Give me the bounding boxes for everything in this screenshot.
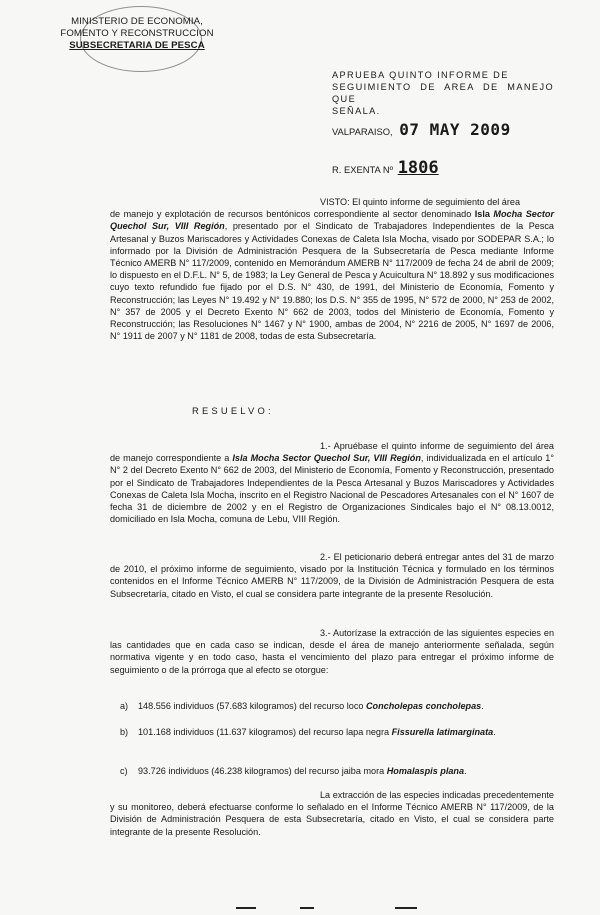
item-species: Homalaspis plana [386,766,465,776]
title-line-1: APRUEBA QUINTO INFORME DE [332,70,509,80]
letterhead-ministry-2: FOMENTO Y RECONSTRUCCION [60,28,214,39]
exenta-number: 1806 [397,158,439,178]
article-1-text-a: 1.- Apruébase el quinto informe de seguimiento del área de manejo correspondiente a [110,441,554,464]
title-line-3: SEÑALA. [332,106,381,116]
exenta-label: R. EXENTA Nº [332,164,394,175]
visto-bold-1: Isla [474,209,490,220]
item-text: 93.726 individuos (46.238 kilogramos) del recurso jaiba mora [138,766,387,776]
item-species: Fissurella latimarginata [391,727,494,737]
item-label: a) [120,701,129,711]
item-end: . [493,727,496,737]
letterhead-subsecretaria: SUBSECRETARIA DE PESCA [69,40,205,51]
item-text: 101.168 individuos (11.637 kilogramos) del recurso lapa negra [138,727,392,737]
visto-text-2: , presentado por el Sindicato de Trabajadores Independientes de la Pesca Artesanal y Buzos Mariscadores y Actividades Conexas de Caleta Isla Mocha, visado por SODEPAR S.A.; lo informado por la División de Administración Pesquera de la Subsecretaría de Pesca mediante Informe Técnico AMERB N° 117/2009, contenido en Memorándum AMERB N° 117/2009 de fecha 24 de abril de 2009; lo dispuesto en el D.F.L. N° 5, de 1983; la Ley General de Pesca y Acuicultura N° 18.892 y sus modificaciones cuyo texto refundido fue fijado por el D.S. N° 430, de 1991, del Ministerio de Economía, Fomento y Reconstrucción; las Leyes N° 19.492 y N° 19.880; los D.S. N° 355 de 1995, N° 572 de 2000, N° 253 de 2002, N° 357 de 2005 y el Decreto Exento N° 662 de 2003, todos del Ministerio de Economía, Fomento y Reconstrucción; las Resoluciones N° 1467 y N° 1900, ambas de 2004, N° 2216 de 2005, N° 1697 de 2006, N° 1911 de 2007 y N° 1181 de 2008, todas de esta Subsecretaría. [110,221,554,342]
final-paragraph [110,789,554,838]
article-3 [110,627,554,676]
visto-bold-2: Mocha Sector Quechol Sur, VIII Región [110,209,554,232]
resuelvo-heading: RESUELVO: [192,405,274,416]
dateline-city: VALPARAISO, [332,126,393,137]
final-text: La extracción de las especies indicadas precedentemente y su monitoreo, deberá efectuarse conforme lo señalado en el Informe Técnico AMERB N° 117/2009, de la División de Administración Pesquera de esta Subsecretaría, citado en Visto, el cual se considera parte integrante de la presente Resolución. [110,790,554,837]
resolution-number [332,158,439,178]
scan-mark [395,907,417,909]
dateline-date: 07 MAY 2009 [399,120,511,139]
visto-paragraph [110,196,554,342]
letterhead-ministry: MINISTERIO DE ECONOMIA, [71,16,203,27]
article-2-text: 2.- El peticionario deberá entregar antes del 31 de marzo de 2010, el próximo informe de seguimiento, visado por la Institución Técnica y formulado en los términos contenidos en el Informe Técnico AMERB N° 117/2009, de la División de Administración Pesquera de esta Subsecretaría, citado en Visto, el cual se considera parte integrante de la presente Resolución. [110,552,554,599]
scan-mark [300,907,314,909]
letterhead [52,16,222,52]
scan-mark [236,907,256,909]
item-end: . [464,766,467,776]
article-1-area: Isla Mocha Sector Quechol Sur, VIII Región [232,453,421,464]
title-line-2: SEGUIMIENTO DE AREA DE MANEJO QUE [332,82,554,104]
dateline [332,120,511,139]
species-item-b [120,726,560,754]
visto-text-1: de manejo y explotación de recursos bentónicos correspondiente al sector denominado [110,209,475,220]
resolution-title [332,69,554,117]
item-text: 148.556 individuos (57.683 kilogramos) del recurso loco [138,701,366,711]
item-label: b) [120,727,129,737]
item-end: . [481,701,484,711]
article-1-text-c: , individualizada en el artículo 1° N° 2 del Decreto Exento N° 662 de 2003, del Ministerio de Economía, Fomento y Reconstrucción, presentado por el Sindicato de Trabajadores Independientes de la Pesca Artesanal y Buzos Mariscadores y Actividades Conexas de Caleta Isla Mocha, inscrito en el Registro Nacional de Pescadores Artesanales con el N° 1607 de fecha 31 de diciembre de 2002 y en el Registro de Organizaciones Sindicales bajo el N° 08.13.0012, domiciliado en Isla Mocha, comuna de Lebu, VIII Región. [110,453,554,525]
visto-head: VISTO: El quinto informe de seguimiento del área [320,197,521,207]
item-label: c) [120,766,128,776]
species-item-a [120,700,560,714]
article-3-text: 3.- Autorízase la extracción de las siguientes especies en las cantidades que en cada caso se indican, desde el área de manejo anteriormente señalada, según normativa vigente y en todo caso, hasta el vencimiento del plazo para entregar el próximo informe de seguimiento o de la prórroga que al efecto se otorgue: [110,628,554,675]
article-1 [110,440,554,525]
item-species: Concholepas concholepas [365,701,482,711]
article-2 [110,551,554,600]
species-item-c [120,765,560,779]
